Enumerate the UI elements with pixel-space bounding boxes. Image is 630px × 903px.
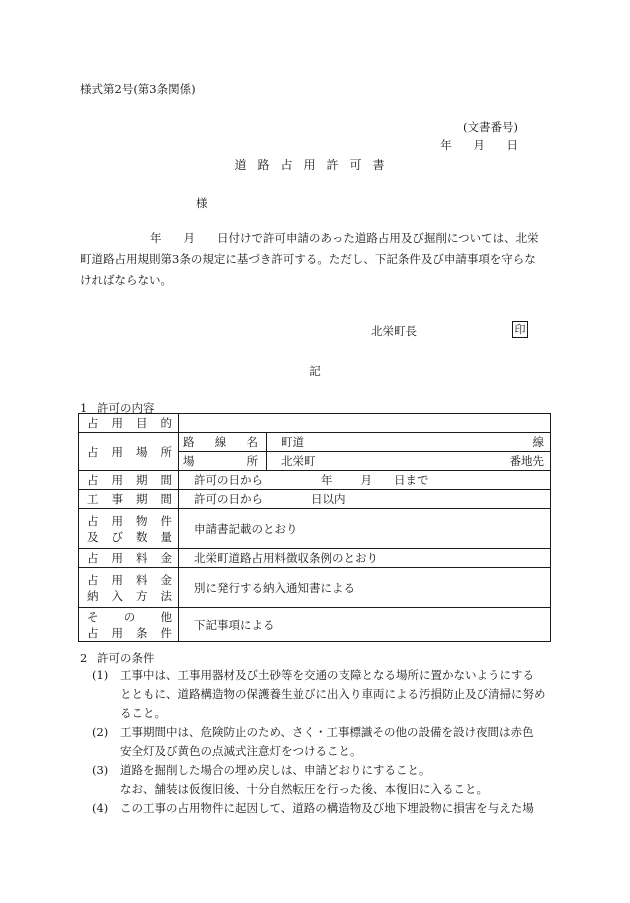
label-char: 入 (111, 588, 123, 603)
route-label (179, 433, 267, 452)
label-char: 用 (111, 513, 123, 528)
label-char: 所 (246, 454, 258, 468)
purpose-label (79, 414, 179, 433)
date-day: 日 (506, 138, 518, 152)
label-char: 工 (87, 492, 99, 506)
location-name: 北栄町 (281, 454, 316, 468)
label-char: 金 (160, 572, 172, 587)
condition-line: なお、舗装は仮復旧後、十分自然転圧を行った後、本復旧に入ること。 (120, 782, 488, 796)
seal-mark: 印 (512, 321, 528, 338)
addressee-suffix: 様 (196, 196, 208, 210)
section-2-title: 許可の条件 (97, 651, 155, 665)
label-char: 的 (160, 416, 172, 430)
label-char: 料 (136, 551, 148, 565)
other-value: 下記事項による (179, 608, 551, 642)
label-char: 方 (136, 588, 148, 603)
location-label (179, 452, 267, 471)
label-char: 事 (111, 492, 123, 506)
body-line-3: ければならない。 (80, 273, 172, 287)
fee-label (79, 549, 179, 568)
label-char: 路 (183, 435, 195, 449)
label-char: 用 (111, 416, 123, 430)
label-char: 占 (87, 473, 99, 487)
label-char: 期 (136, 492, 148, 506)
period-label (79, 471, 179, 490)
objects-label (79, 509, 179, 549)
location-value (267, 452, 551, 471)
label-char: 占 (87, 444, 99, 459)
label-char: 占 (87, 625, 99, 640)
label-char: び (111, 529, 123, 544)
label-char: 料 (136, 572, 148, 587)
row-purpose (79, 414, 551, 433)
row-period (79, 471, 551, 490)
condition-2 (84, 723, 554, 761)
body-line-1 (80, 228, 546, 249)
row-route (79, 433, 551, 452)
route-name: 町道 (281, 435, 304, 449)
location-suffix: 番地先 (509, 454, 544, 468)
condition-1 (84, 666, 554, 723)
period-month: 月 (360, 473, 372, 487)
other-label (79, 608, 179, 642)
label-char: 間 (160, 473, 172, 487)
label-char: 用 (111, 572, 123, 587)
condition-4 (84, 799, 554, 818)
condition-line: とともに、道路構造物の保護養生並びに出入り車両による汚損防止及び清掃に努め (120, 687, 546, 701)
condition-number: (3) (92, 763, 109, 777)
condition-line: この工事の占用物件に起因して、道路の構造物及び地下埋設物に損害を与えた場 (120, 801, 534, 815)
label-char: 件 (160, 625, 172, 640)
date-year: 年 (440, 138, 452, 152)
condition-number: (4) (92, 801, 109, 815)
body-line1-rest: 日付けで許可申請のあった道路占用及び掘削については、北栄 (217, 231, 539, 245)
label-char: 場 (183, 454, 195, 468)
label-char: 用 (111, 625, 123, 640)
period-day: 日まで (394, 473, 429, 487)
label-char: の (123, 609, 136, 624)
condition-line: ること。 (120, 706, 166, 720)
label-char: 占 (87, 513, 99, 528)
label-char: 用 (111, 444, 123, 459)
period-year: 年 (321, 473, 333, 487)
work-label (79, 490, 179, 509)
payment-label (79, 568, 179, 608)
permit-content-table (78, 413, 551, 642)
label-char: 所 (160, 444, 172, 459)
date-month: 月 (473, 138, 485, 152)
condition-line: 安全灯及び黄色の点滅式注意灯をつけること。 (120, 744, 362, 758)
fee-value: 北栄町道路占用料徴収条例のとおり (179, 549, 551, 568)
document-number: (文書番号) (463, 120, 518, 134)
row-other (79, 608, 551, 642)
condition-number: (2) (92, 725, 109, 739)
row-payment (79, 568, 551, 608)
body-month: 月 (183, 231, 195, 245)
period-from: 許可の日から (194, 473, 263, 487)
permit-body (80, 228, 546, 291)
label-char: 名 (246, 435, 258, 449)
label-char: 他 (160, 609, 172, 624)
form-number: 様式第2号(第3条関係) (80, 82, 196, 96)
purpose-value (179, 414, 551, 433)
label-char: 目 (136, 416, 148, 430)
condition-line: 工事中は、工事用器材及び土砂等を交通の支障となる場所に置かないようにする (120, 668, 534, 682)
label-char: 用 (111, 551, 123, 565)
condition-number: (1) (92, 668, 109, 682)
row-work (79, 490, 551, 509)
section-2-heading (80, 650, 155, 666)
objects-value: 申請書記載のとおり (179, 509, 551, 549)
label-char: 金 (160, 551, 172, 565)
label-char: 期 (136, 473, 148, 487)
label-char: 量 (160, 529, 172, 544)
label-char: 及 (87, 529, 99, 544)
work-from: 許可の日から (194, 492, 263, 506)
body-year: 年 (150, 231, 162, 245)
label-char: 場 (136, 444, 148, 459)
condition-line: 道路を掘削した場合の埋め戻しは、申請どおりにすること。 (120, 763, 431, 777)
place-label (79, 433, 179, 471)
section-2-number: 2 (80, 651, 88, 665)
condition-3 (84, 761, 554, 799)
document-title: 道路占用許可書 (234, 158, 396, 172)
route-suffix: 線 (532, 435, 544, 449)
label-char: 納 (87, 588, 99, 603)
label-char: そ (87, 609, 99, 624)
section-1-title: 許可の内容 (97, 401, 155, 415)
label-char: 条 (136, 625, 148, 640)
row-objects (79, 509, 551, 549)
label-char: 占 (87, 551, 99, 565)
work-value (179, 490, 551, 509)
section-1-number: 1 (80, 401, 88, 415)
issuer-name: 北栄町長 (371, 324, 417, 338)
label-char: 件 (160, 513, 172, 528)
label-char: 線 (214, 435, 227, 449)
payment-value: 別に発行する納入通知書による (179, 568, 551, 608)
issue-date (440, 137, 518, 153)
label-char: 数 (136, 529, 148, 544)
ki-heading: 記 (309, 364, 321, 378)
body-line-2: 町道路占用規則第3条の規定に基づき許可する。ただし、下記条件及び申請事項を守らな (80, 252, 536, 266)
label-char: 用 (111, 473, 123, 487)
period-value (179, 471, 551, 490)
label-char: 物 (136, 513, 148, 528)
work-days: 日以内 (311, 492, 346, 506)
label-char: 占 (87, 416, 99, 430)
label-char: 間 (160, 492, 172, 506)
route-value (267, 433, 551, 452)
label-char: 占 (87, 572, 99, 587)
row-fee (79, 549, 551, 568)
label-char: 法 (160, 588, 172, 603)
condition-line: 工事期間中は、危険防止のため、さく・工事標識その他の設備を設け夜間は赤色 (120, 725, 534, 739)
